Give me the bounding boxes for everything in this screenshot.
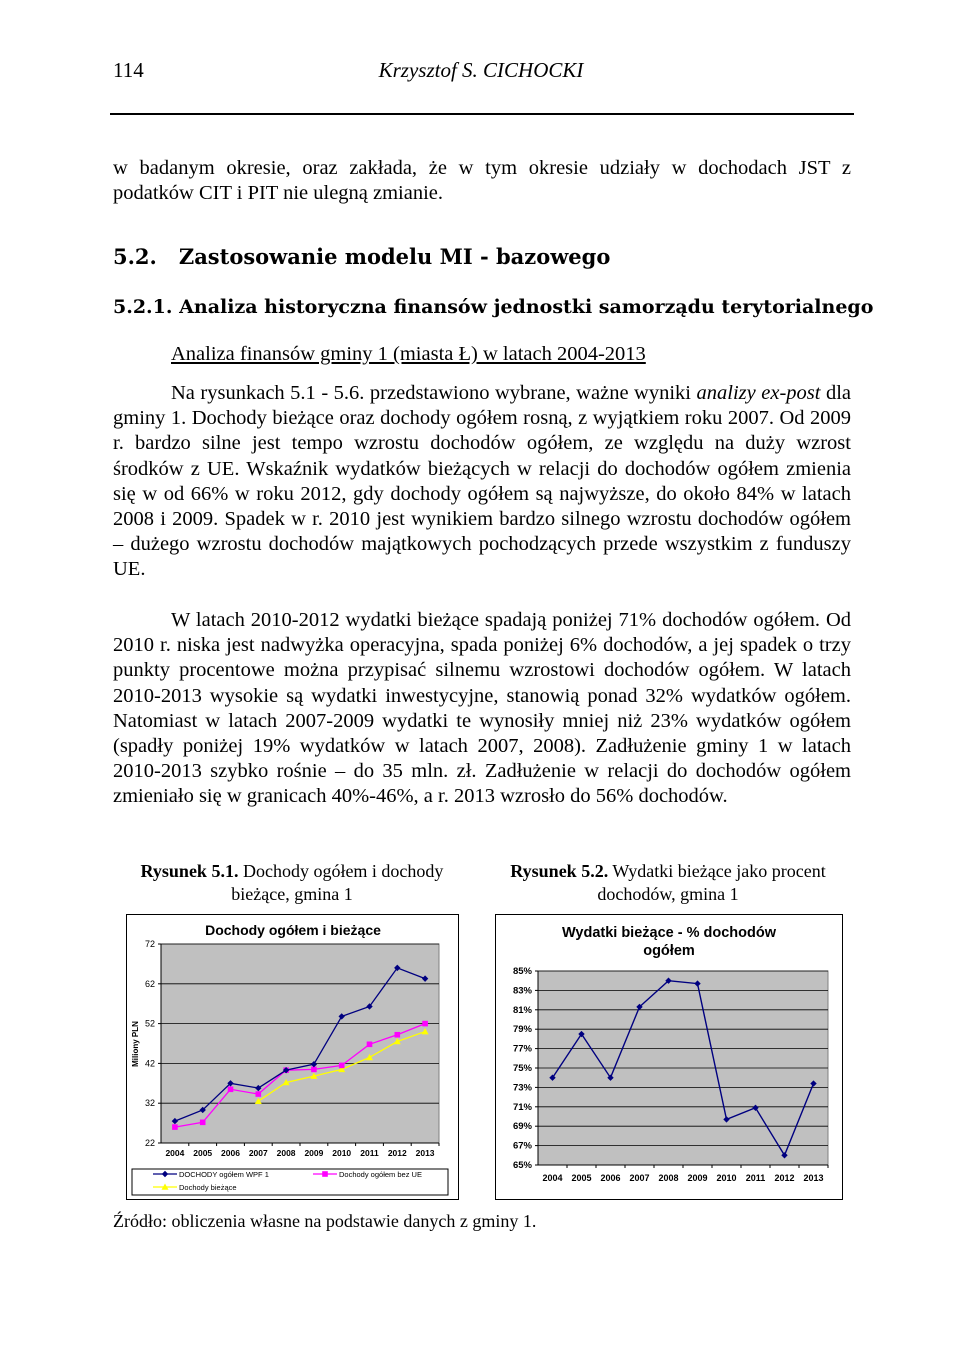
chart-1-y-tick-label: 22 bbox=[144, 1138, 155, 1148]
subsection-title: Analiza historyczna finansów jednostki samorządu terytorialnego bbox=[179, 296, 874, 318]
chart-1-data-point bbox=[339, 1063, 345, 1069]
chart-1-y-label: Miliony PLN bbox=[131, 1021, 140, 1067]
figure-1-label: Rysunek 5.1. bbox=[140, 861, 239, 881]
chart-1-legend-label: Dochody ogółem bez UE bbox=[339, 1170, 422, 1179]
chart-1-x-tick-label: 2010 bbox=[332, 1148, 352, 1158]
chart-2-x-tick-label: 2013 bbox=[803, 1173, 824, 1183]
analysis-subheading: Analiza finansów gminy 1 (miasta Ł) w latach 2004-2013 bbox=[171, 343, 646, 365]
chart-2-y-tick-label: 71% bbox=[512, 1101, 532, 1113]
chart-1-data-point bbox=[395, 1032, 401, 1038]
chart-2-x-tick-label: 2010 bbox=[716, 1173, 737, 1183]
chart-1-y-tick-label: 72 bbox=[144, 939, 155, 949]
chart-2-title: Wydatki bieżące - % dochodów ogółem bbox=[561, 925, 777, 959]
chart-1 bbox=[127, 915, 458, 1199]
chart-1-x-tick-label: 2008 bbox=[276, 1148, 296, 1158]
chart-1-data-point bbox=[422, 1021, 428, 1027]
chart-1-x-tick-label: 2012 bbox=[387, 1148, 407, 1158]
chart-2-y-tick-label: 65% bbox=[512, 1160, 532, 1171]
chart-2 bbox=[496, 915, 842, 1199]
figure-1-caption-text: Dochody ogółem i dochody bieżące, gmina 1 bbox=[231, 861, 444, 904]
paragraph-1-rest: dla gminy 1. Dochody bieżące oraz dochody ogółem rosną, z wyjątkiem roku 2007. Od 2009 r. bardzo silne jest tempo wzrostu dochodów ogółem, ze względu na duży wzrost środków z UE. Wskaźnik wydatków bieżących w relacji do dochodów ogółem zmienia się w od 66% w roku 2012, gdy dochody ogółem są najwyższe, do około 84% w latach 2008 i 2009. Spadek w r. 2010 jest wynikiem bardzo silnego wzrostu dochodów ogółem – dużego wzrostu dochodów majątkowych pochodzących przede wszystkim z funduszy UE. bbox=[113, 382, 852, 581]
chart-2-frame bbox=[495, 914, 843, 1200]
chart-2-y-tick-label: 85% bbox=[512, 966, 532, 977]
chart-2-x-tick-label: 2005 bbox=[571, 1173, 592, 1183]
section-number: 5.2. bbox=[113, 244, 157, 269]
subsection-heading bbox=[113, 296, 873, 318]
chart-1-data-point bbox=[172, 1124, 178, 1130]
chart-2-x-tick-label: 2006 bbox=[600, 1173, 621, 1183]
section-heading bbox=[113, 244, 610, 269]
chart-1-legend-label: DOCHODY ogółem WPF 1 bbox=[179, 1170, 269, 1179]
chart-2-x-tick-label: 2011 bbox=[745, 1173, 766, 1183]
chart-2-y-tick-label: 83% bbox=[512, 985, 532, 997]
chart-2-x-tick-label: 2012 bbox=[774, 1173, 795, 1183]
section-title: Zastosowanie modelu MI - bazowego bbox=[178, 244, 611, 269]
chart-1-legend-marker bbox=[322, 1171, 328, 1177]
chart-1-data-point bbox=[311, 1067, 317, 1073]
chart-2-x-tick-label: 2008 bbox=[658, 1173, 679, 1183]
chart-1-data-point bbox=[228, 1086, 234, 1092]
chart-1-data-point bbox=[367, 1041, 373, 1047]
figure-2-caption-text: Wydatki bieżące jako procent dochodów, gmina 1 bbox=[597, 861, 826, 904]
chart-2-x-tick-label: 2004 bbox=[542, 1173, 563, 1183]
figure-1-caption bbox=[118, 860, 466, 906]
chart-1-title: Dochody ogółem i bieżące bbox=[205, 922, 381, 938]
paragraph-2: W latach 2010-2012 wydatki bieżące spadają poniżej 71% dochodów ogółem. Od 2010 r. niska jest nadwyżka operacyjna, spada poniżej 6% dochodów, a jej spadek o trzy punkty procentowe można przypisać silnemu wzrostowi dochodów ogółem. W latach 2010-2013 wysokie są wydatki inwestycyjne, stanowią ponad 32% wydatków ogółem. Natomiast w latach 2007-2009 wydatki te wynosiły mniej niż 23% wydatków ogółem (spadły poniżej 19% wydatków w latach 2007, 2008). Zadłużenie gminy 1 w latach 2010-2013 szybko rośnie – do 35 mln. zł. Zadłużenie w relacji do dochodów ogółem zmieniało się w granicach 40%-46%, a r. 2013 wzrosło do 56% dochodów. bbox=[113, 609, 851, 808]
chart-1-legend-label: Dochody bieżące bbox=[179, 1183, 237, 1192]
chart-1-x-tick-label: 2011 bbox=[360, 1148, 379, 1158]
chart-1-data-point bbox=[256, 1091, 262, 1097]
chart-1-x-tick-label: 2005 bbox=[193, 1148, 213, 1158]
chart-2-y-tick-label: 77% bbox=[512, 1043, 532, 1055]
chart-2-x-tick-label: 2007 bbox=[629, 1173, 650, 1183]
paragraph-1-start: Na rysunkach 5.1 - 5.6. przedstawiono wybrane, ważne wyniki bbox=[171, 382, 697, 404]
subsection-number: 5.2.1. bbox=[113, 296, 173, 318]
chart-1-x-tick-label: 2004 bbox=[165, 1148, 185, 1158]
chart-2-x-tick-label: 2009 bbox=[687, 1173, 708, 1183]
chart-1-x-tick-label: 2007 bbox=[248, 1148, 268, 1158]
chart-1-x-tick-label: 2009 bbox=[304, 1148, 324, 1158]
figure-2-caption bbox=[486, 860, 850, 906]
chart-2-y-tick-label: 81% bbox=[512, 1004, 532, 1016]
page-number: 114 bbox=[113, 58, 144, 82]
paragraph-1-italic: analizy ex-post bbox=[696, 382, 821, 404]
source-note: Źródło: obliczenia własne na podstawie danych z gminy 1. bbox=[113, 1211, 537, 1231]
chart-1-x-tick-label: 2006 bbox=[221, 1148, 240, 1158]
chart-1-x-tick-label: 2013 bbox=[415, 1148, 435, 1158]
chart-1-y-tick-label: 32 bbox=[144, 1098, 155, 1109]
header-rule bbox=[110, 113, 854, 115]
chart-2-y-tick-label: 69% bbox=[512, 1121, 532, 1133]
chart-1-y-tick-label: 62 bbox=[144, 978, 155, 989]
chart-2-y-tick-label: 67% bbox=[512, 1140, 532, 1152]
chart-2-y-tick-label: 75% bbox=[512, 1063, 532, 1074]
chart-2-y-tick-label: 73% bbox=[512, 1082, 532, 1094]
chart-1-frame bbox=[126, 914, 459, 1200]
chart-1-data-point bbox=[200, 1120, 206, 1126]
chart-1-y-tick-label: 42 bbox=[144, 1058, 155, 1069]
running-header-author: Krzysztof S. CICHOCKI bbox=[378, 58, 584, 82]
figure-2-label: Rysunek 5.2. bbox=[510, 861, 609, 881]
chart-2-y-tick-label: 79% bbox=[512, 1024, 532, 1036]
paragraph-1 bbox=[113, 381, 851, 583]
chart-1-y-tick-label: 52 bbox=[144, 1018, 155, 1029]
intro-paragraph: w badanym okresie, oraz zakłada, że w tym okresie udziały w dochodach JST z podatków CIT i PIT nie ulegną zmianie. bbox=[113, 157, 851, 205]
